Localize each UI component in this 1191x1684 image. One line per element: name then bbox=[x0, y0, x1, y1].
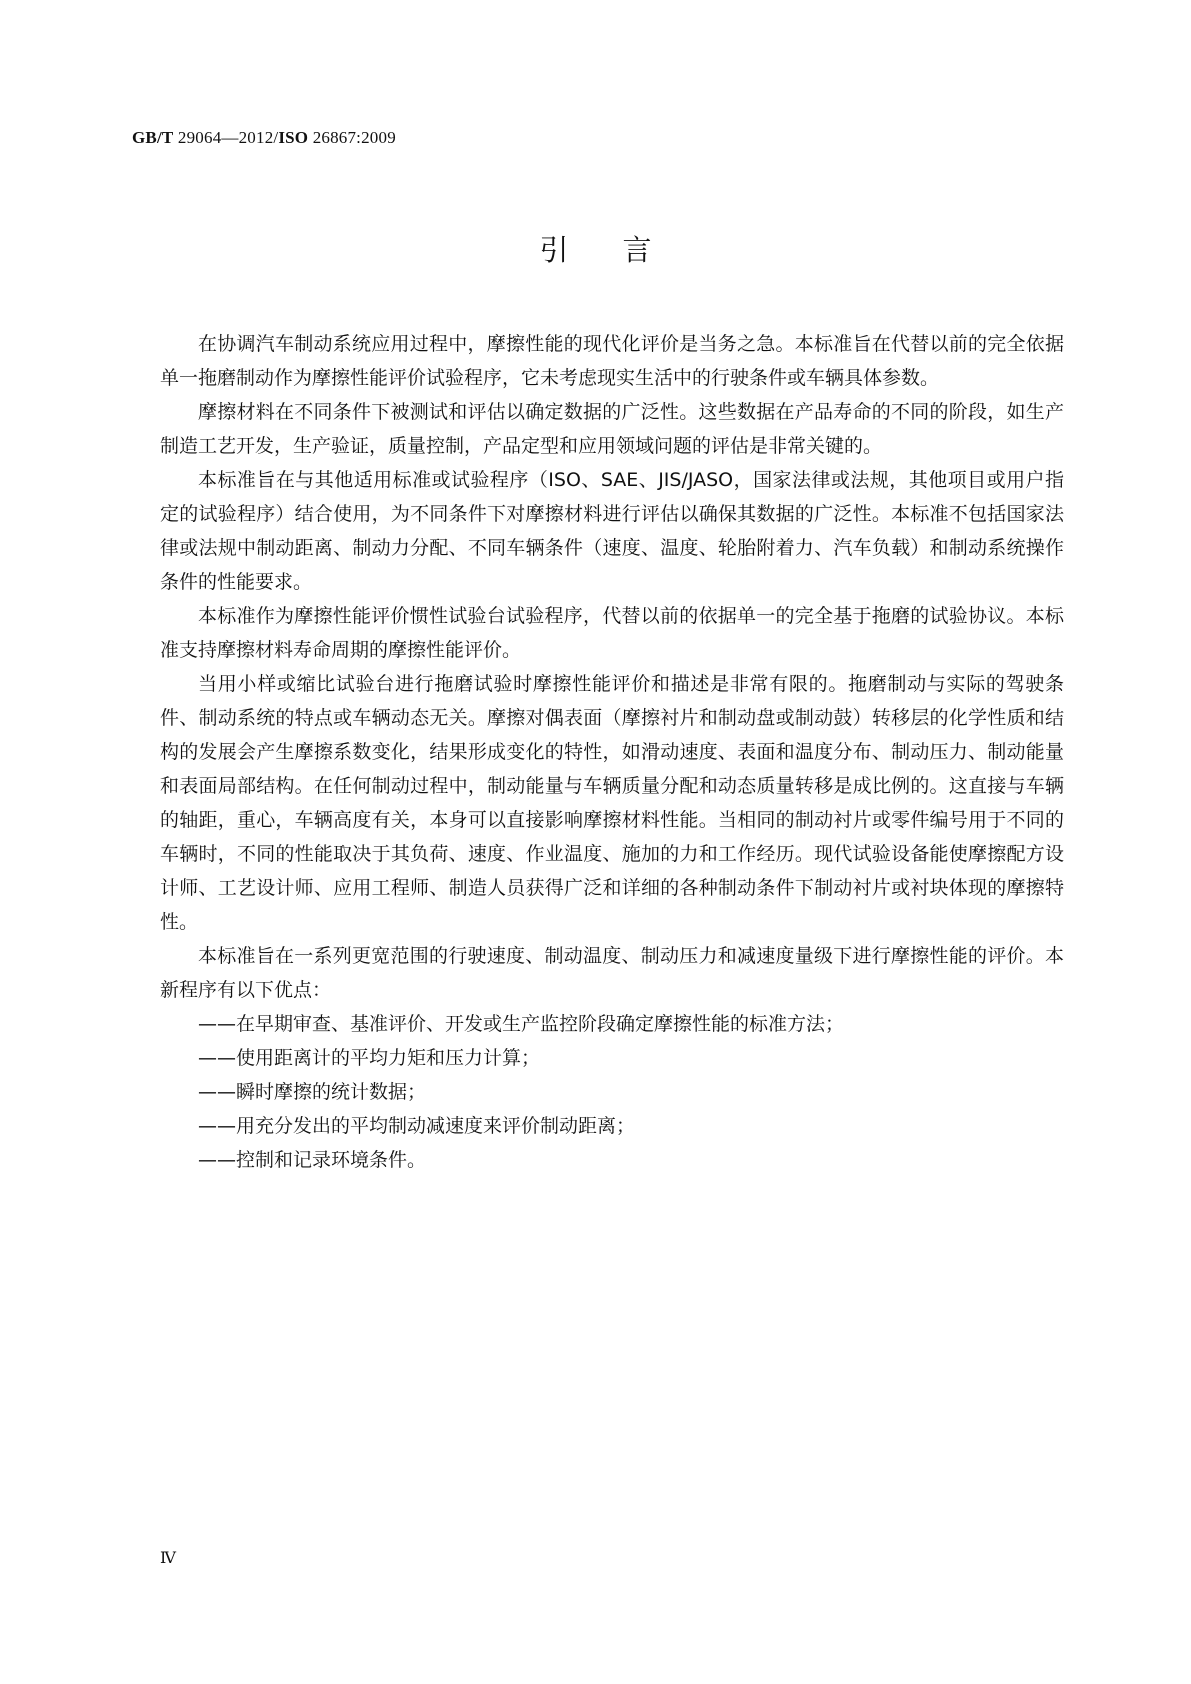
header-gb-number: 29064—2012/ bbox=[177, 128, 279, 147]
list-item: ——用充分发出的平均制动减速度来评价制动距离； bbox=[198, 1115, 636, 1137]
header-gb-prefix: GB/T bbox=[132, 128, 174, 147]
list-item: ——控制和记录环境条件。 bbox=[198, 1149, 427, 1171]
advantages-list bbox=[160, 1007, 1064, 1177]
list-item: ——在早期审查、基准评价、开发或生产监控阶段确定摩擦性能的标准方法； bbox=[198, 1013, 845, 1035]
header-iso-prefix: ISO bbox=[278, 128, 309, 147]
document-body bbox=[160, 327, 1064, 1177]
paragraph: 当用小样或缩比试验台进行拖磨试验时摩擦性能评价和描述是非常有限的。拖磨制动与实际的驾驶条件、制动系统的特点或车辆动态无关。摩擦对偶表面（摩擦衬片和制动盘或制动鼓）转移层的化学性质和结构的发展会产生摩擦系数变化，结果形成变化的特性，如滑动速度、表面和温度分布、制动压力、制动能量和表面局部结构。在任何制动过程中，制动能量与车辆质量分配和动态质量转移是成比例的。这直接与车辆的轴距，重心，车辆高度有关，本身可以直接影响摩擦材料性能。当相同的制动衬片或零件编号用于不同的车辆时，不同的性能取决于其负荷、速度、作业温度、施加的力和工作经历。现代试验设备能使摩擦配方设计师、工艺设计师、应用工程师、制造人员获得广泛和详细的各种制动条件下制动衬片或衬块体现的摩擦特性。 bbox=[160, 673, 1064, 933]
paragraph: 本标准旨在一系列更宽范围的行驶速度、制动温度、制动压力和减速度量级下进行摩擦性能的评价。本新程序有以下优点： bbox=[160, 945, 1064, 1001]
paragraph: 本标准旨在与其他适用标准或试验程序（ISO、SAE、JIS/JASO，国家法律或法规，其他项目或用户指定的试验程序）结合使用，为不同条件下对摩擦材料进行评估以确保其数据的广泛性。本标准不包括国家法律或法规中制动距离、制动力分配、不同车辆条件（速度、温度、轮胎附着力、汽车负载）和制动系统操作条件的性能要求。 bbox=[160, 469, 1064, 593]
page-number: Ⅳ bbox=[160, 1550, 176, 1567]
list-item: ——瞬时摩擦的统计数据； bbox=[198, 1081, 427, 1103]
paragraph: 在协调汽车制动系统应用过程中，摩擦性能的现代化评价是当务之急。本标准旨在代替以前的完全依据单一拖磨制动作为摩擦性能评价试验程序，它未考虑现实生活中的行驶条件或车辆具体参数。 bbox=[160, 333, 1064, 389]
list-item: ——使用距离计的平均力矩和压力计算； bbox=[198, 1047, 541, 1069]
paragraph: 摩擦材料在不同条件下被测试和评估以确定数据的广泛性。这些数据在产品寿命的不同的阶段，如生产制造工艺开发，生产验证，质量控制，产品定型和应用领域问题的评估是非常关键的。 bbox=[160, 401, 1064, 457]
document-header bbox=[132, 128, 396, 148]
page-title: 引言 bbox=[539, 233, 706, 267]
header-iso-number: 26867:2009 bbox=[312, 128, 396, 147]
paragraph: 本标准作为摩擦性能评价惯性试验台试验程序，代替以前的依据单一的完全基于拖磨的试验协议。本标准支持摩擦材料寿命周期的摩擦性能评价。 bbox=[160, 605, 1064, 661]
